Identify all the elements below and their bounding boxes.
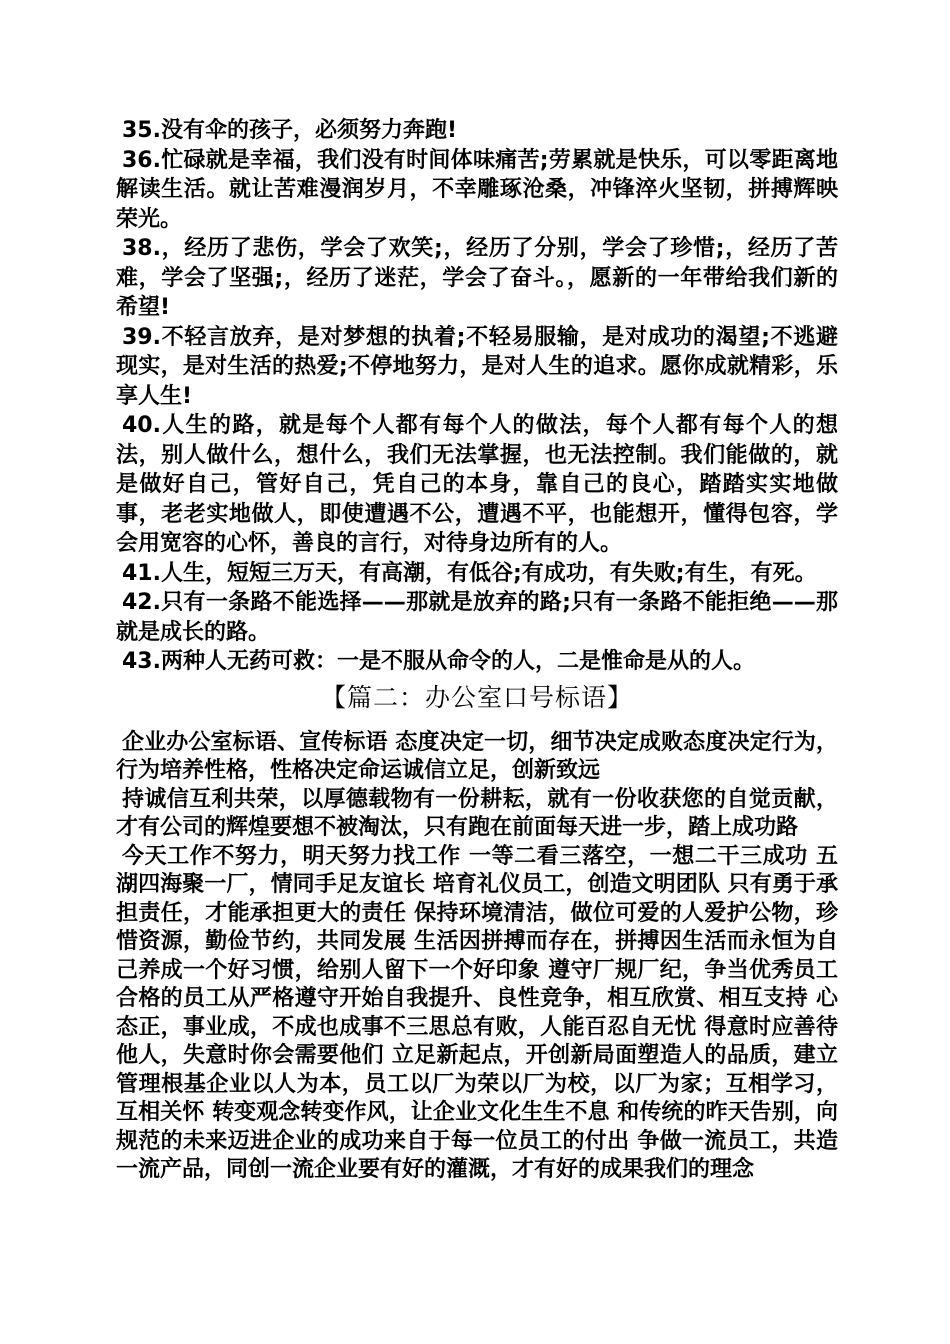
list-item: 42.只有一条路不能选择——那就是放弃的路;只有一条路不能拒绝——那就是成长的路。 — [116, 590, 838, 645]
quote-list — [116, 116, 838, 677]
list-item: 35.没有伞的孩子，必须努力奔跑! — [122, 118, 458, 143]
list-item: 38.，经历了悲伤，学会了欢笑;，经历了分别，学会了珍惜;，经历了苦难，学会了坚强;，经历了迷茫，学会了奋斗。，愿新的一年带给我们新的希望! — [116, 236, 838, 320]
document-page — [116, 116, 838, 1185]
list-item: 39.不轻言放弃，是对梦想的执着;不轻易服输，是对成功的渴望;不逃避现实，是对生活的热爱;不停地努力，是对人生的追求。愿你成就精彩，乐享人生! — [116, 324, 838, 409]
slogan-paragraph: 持诚信互利共荣，以厚德载物有一份耕耘，就有一份收获您的自觉贡献，才有公司的辉煌要想不被淘汰，只有跑在前面每天进一步，踏上成功路 — [116, 786, 838, 840]
slogan-paragraph: 企业办公室标语、宣传标语 态度决定一切，细节决定成败态度决定行为，行为培养性格，性格决定命运诚信立足，创新致远 — [116, 729, 838, 783]
list-item: 40.人生的路，就是每个人都有每个人的做法，每个人都有每个人的想法，别人做什么，想什么，我们无法掌握，也无法控制。我们能做的，就是做好自己，管好自己，凭自己的本身，靠自己的良心，踏踏实实地做事，老老实地做人，即使遭遇不公，遭遇不平，也能想开，懂得包容，学会用宽容的心怀，善良的言行，对待身边所有的人。 — [116, 413, 838, 556]
list-item: 43.两种人无药可救：一是不服从命令的人，二是惟命是从的人。 — [122, 649, 755, 674]
slogan-section — [116, 729, 838, 1185]
list-item: 36.忙碌就是幸福，我们没有时间体味痛苦;劳累就是快乐，可以零距离地解读生活。就让苦难漫润岁月，不幸雕琢沧桑，冲锋淬火坚韧，拼搏辉映荣光。 — [116, 147, 838, 232]
list-item: 41.人生，短短三万天，有高潮，有低谷;有成功，有失败;有生，有死。 — [122, 560, 817, 586]
section-title: 【篇二：办公室口号标语】 — [320, 682, 633, 712]
slogan-paragraph: 今天工作不努力，明天努力找工作 一等二看三落空，一想二干三成功 五湖四海聚一厂，情同手足友谊长 培育礼仪员工，创造文明团队 只有勇于承担责任，才能承担更大的责任 保持环境清洁，做位可爱的人爱护公物，珍惜资源，勤俭节约，共同发展 生活因拼搏而存在，拼搏因生活而永恒为自己养成一个好习惯，给别人留下一个好印象 遵守厂规厂纪，争当优秀员工合格的员工从严格遵守开始自我提升、良性竞争，相互欣赏、相互支持 心态正，事业成，不成也成事不三思总有败，人能百忍自无忧 得意时应善待他人，失意时你会需要他们 立足新起点，开创新局面塑造人的品质，建立管理根基企业以人为本，员工以厂为荣以厂为校，以厂为家；互相学习，互相关怀 转变观念转变作风，让企业文化生生不息 和传统的昨天告别，向规范的未来迈进企业的成功来自于每一位员工的付出 争做一流员工，共造一流产品，同创一流企业要有好的灌溉，才有好的成果我们的理念 — [116, 843, 838, 1182]
